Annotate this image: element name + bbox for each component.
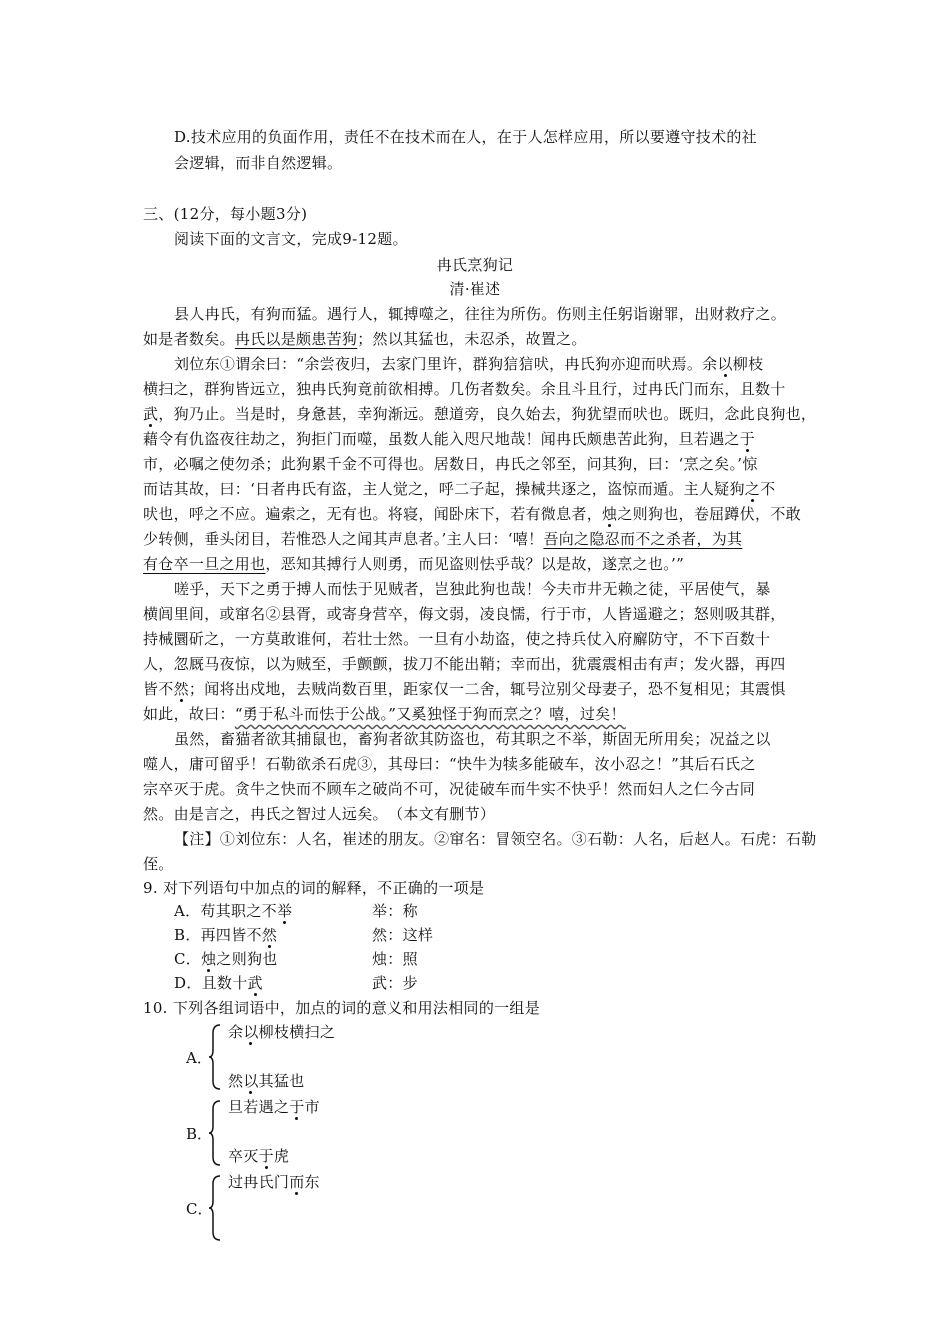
- question-10-option-b-label[interactable]: B．: [186, 1125, 213, 1143]
- passage-line: 嗟乎，天下之勇于搏人而怯于见贼者，岂独此狗也哉！今夫市井无赖之徒，平居使气，暴: [174, 580, 771, 598]
- dotted-char: 以: [717, 355, 733, 373]
- dotted-char: 于: [289, 1098, 305, 1116]
- dotted-char: 之: [744, 480, 761, 498]
- passage-author: 清·崔述: [449, 280, 501, 298]
- dotted-char: 于: [258, 1147, 274, 1165]
- question-10-option-b-top: 旦若遇之于市: [228, 1098, 320, 1116]
- passage-line: 吠也，呼之不应。遍索之，无有也。将寝，闻卧床下，若有微息者，烛之则狗也，卷屈蹲伏，不敢: [143, 505, 801, 523]
- dotted-char: 于: [739, 430, 756, 448]
- passage-line: 如是者数矣。冉氏以是颇患苦狗；然以其猛也，未忍杀，故置之。: [143, 330, 587, 348]
- question-9-gloss-d: 武：步: [372, 974, 418, 992]
- option-d-line2: 会逻辑，而非自然逻辑。: [174, 154, 343, 172]
- passage-line: 人，忽厩马夜惊，以为贼至，手颤颤，拔刀不能出鞘；幸而出，犹震震相击有声；发火器，再四: [143, 655, 786, 673]
- question-10-option-c-top: 过冉氏门而东: [228, 1173, 320, 1191]
- dotted-char: 武: [143, 405, 159, 423]
- question-9-stem: 9. 对下列语句中加点的词的解释，不正确的一项是: [143, 879, 485, 897]
- dotted-char: 以: [243, 1072, 259, 1090]
- question-10-stem: 10. 下列各组词语中，加点的词的意义和用法相同的一组是: [143, 999, 541, 1017]
- section-instruction: 阅读下面的文言文，完成9-12题。: [174, 230, 408, 248]
- section-heading: 三、(12分，每小题3分): [143, 205, 308, 223]
- passage-line: 有仓卒一旦之用也，恶知其搏行人则勇，而见盗则怯乎哉？以是故，遂烹之也。’”: [143, 555, 685, 573]
- question-9-option-a[interactable]: A．苟其职之不举: [174, 902, 293, 920]
- dotted-char: 举: [276, 902, 293, 920]
- question-9-option-c[interactable]: C．烛之则狗也: [174, 950, 278, 968]
- passage-line: 藉令有仇盗夜往劫之，狗拒门而噬，虽数人能入咫尺地哉！闻冉氏颇患苦此狗，旦若遇之于: [143, 430, 756, 448]
- brace-icon: [208, 1175, 222, 1241]
- question-9-gloss-a: 举：称: [372, 902, 418, 920]
- passage-line: 噬人，庸可留乎！石勒欲杀石虎③，其母曰：“快牛为犊多能破车，汝小忍之！”其后石氏之: [143, 755, 756, 773]
- question-10-option-b-bottom: 卒灭于虎: [228, 1147, 290, 1165]
- dotted-char: 烛: [602, 505, 618, 523]
- wavy-underlined-sentence: “勇于私斗而怯于公战。”又奚独怪于狗而烹之？嘻，过矣！: [234, 705, 626, 723]
- passage-line: 横闾里间，或窜名②县胥，或寄身营卒，侮文弱，凌良懦，行于市，人皆遥避之；怒则吸其群，: [143, 605, 786, 623]
- passage-line: 虽然，畜猫者欲其捕鼠也，畜狗者欲其防盗也，苟其职之不举，斯固无所用矣；况益之以: [174, 730, 771, 748]
- passage-title: 冉氏烹狗记: [436, 256, 514, 274]
- question-10-option-c-label[interactable]: C．: [186, 1200, 213, 1218]
- dotted-char: 以: [243, 1023, 259, 1041]
- passage-line: 持械圜斫之，一方莫敢谁何，若壮士然。一旦有小劫盗，使之持兵仗入府廨防守，不下百数十: [143, 630, 771, 648]
- passage-line: 宗卒灭于虎。贪牛之快而不顾车之破尚不可，况徒破车而牛实不快乎！然而妇人之仁今古同: [143, 780, 756, 798]
- dotted-char: 然: [173, 680, 189, 698]
- passage-line: 而诘其故，曰：‘日者冉氏有盗，主人觉之，呼二子起，操械共逐之，盗惊而遁。主人疑狗之不: [143, 480, 776, 498]
- question-9-option-b[interactable]: B．再四皆不然: [174, 926, 278, 944]
- question-9-gloss-b: 然：这样: [372, 926, 434, 944]
- passage-line: 县人冉氏，有狗而猛。遇行人，辄搏噬之，往往为所伤。伤则主任躬诣谢罪，出财救疗之。: [174, 305, 787, 323]
- passage-line: 如此，故曰：“勇于私斗而怯于公战。”又奚独怪于狗而烹之？嘻，过矣！: [143, 705, 626, 723]
- underlined-sentence: 有仓卒一旦之用也: [143, 555, 266, 573]
- brace-icon: [208, 1024, 222, 1090]
- question-9-gloss-c: 烛：照: [372, 950, 418, 968]
- passage-note: 侄。: [143, 855, 174, 873]
- underlined-sentence: 吾向之隐忍而不之杀者，为其: [543, 530, 743, 548]
- passage-note: 【注】①刘位东：人名，崔述的朋友。②窜名：冒领空名。③石勒：人名，后赵人。石虎：石勒: [174, 830, 817, 848]
- dotted-char: 武: [247, 974, 263, 992]
- question-10-option-a-label[interactable]: A．: [186, 1049, 212, 1067]
- passage-line: 横扫之，群狗皆远立，独冉氏狗竟前欲相搏。几伤者数矣。余且斗且行，过冉氏门而东，且数十: [143, 380, 786, 398]
- passage-line: 皆不然；闻将出戍地，去贼尚数百里，距家仅一二舍，辄号泣别父母妻子，恐不复相见；其震惧: [143, 680, 786, 698]
- passage-line: 武，狗乃止。当是时，身惫甚，幸狗渐远。憩道旁，良久始去，狗犹望而吠也。既归，念此良狗也，: [143, 405, 817, 423]
- underlined-sentence: 冉氏以是颇患苦狗: [234, 330, 358, 348]
- dotted-char: 而: [289, 1173, 305, 1191]
- dotted-char: 烛: [201, 950, 217, 968]
- option-d-line1: D.技术应用的负面作用，责任不在技术而在人，在于人怎样应用，所以要遵守技术的社: [174, 128, 757, 146]
- question-10-option-a-bottom: 然以其猛也: [228, 1072, 305, 1090]
- question-9-option-d[interactable]: D．且数十武: [174, 974, 263, 992]
- brace-icon: [208, 1100, 222, 1166]
- passage-line: 市，必嘱之使勿杀；此狗累千金不可得也。居数日，冉氏之邻至，问其狗，曰：‘烹之矣。’惊: [143, 455, 758, 473]
- passage-line: 刘位东①谓余曰：“余尝夜归，去家门里许，群狗狺狺吠，冉氏狗亦迎而吠焉。余以柳枝: [174, 355, 764, 373]
- passage-line: 然。由是言之，冉氏之智过人远矣。 （本文有删节）: [143, 805, 496, 823]
- dotted-char: 然: [261, 926, 278, 944]
- passage-line: 少转侧，垂头闭目，若惟恐人之闻其声息者。’主人曰：‘嘻！吾向之隐忍而不之杀者，为其: [143, 530, 743, 548]
- question-10-option-a-top: 余以柳枝横扫之: [228, 1023, 336, 1041]
